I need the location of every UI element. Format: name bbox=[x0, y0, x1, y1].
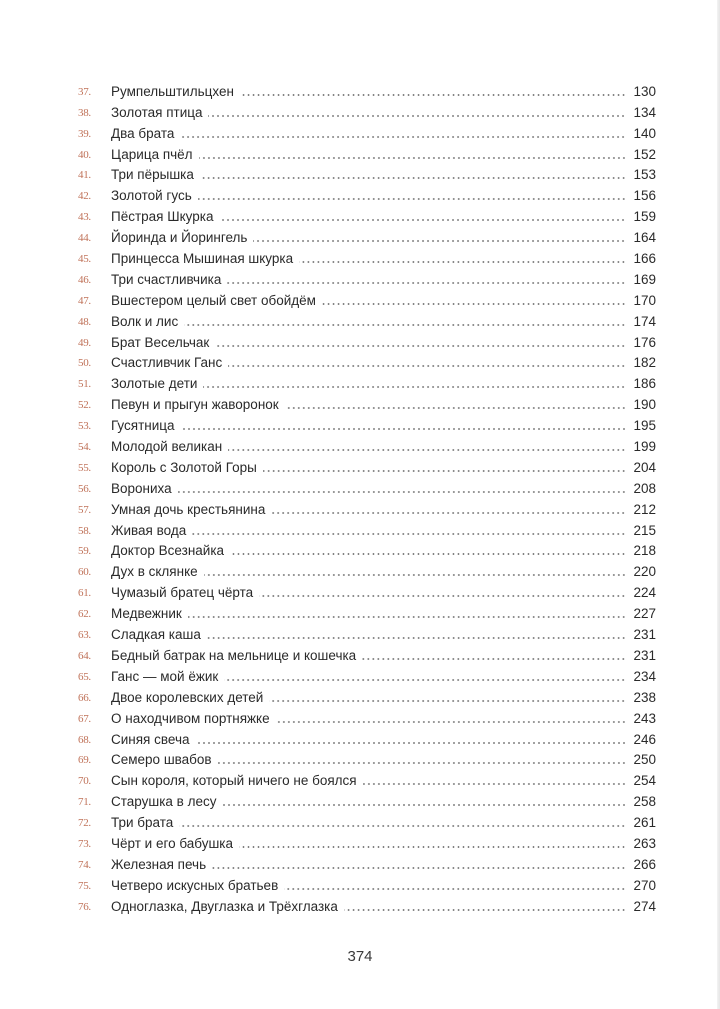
toc-entry-number: 51. bbox=[78, 378, 91, 391]
toc-entry-page: 243 bbox=[633, 710, 656, 726]
toc-entry[interactable] bbox=[78, 455, 656, 476]
dot-leader bbox=[269, 699, 626, 703]
toc-entry-page: 231 bbox=[633, 647, 656, 663]
toc-entry[interactable] bbox=[78, 309, 656, 330]
toc-entry-page: 152 bbox=[633, 146, 656, 162]
toc-entry-number: 71. bbox=[78, 796, 91, 809]
toc-entry[interactable] bbox=[78, 539, 656, 560]
dot-leader bbox=[285, 406, 626, 410]
toc-entry-page: 208 bbox=[633, 480, 656, 496]
toc-entry[interactable] bbox=[78, 225, 656, 246]
toc-entry[interactable] bbox=[78, 121, 656, 142]
toc-entry-number: 55. bbox=[78, 461, 91, 474]
toc-entry[interactable] bbox=[78, 831, 656, 852]
dot-leader bbox=[188, 615, 626, 619]
dot-leader bbox=[180, 135, 626, 139]
toc-entry-page: 270 bbox=[633, 877, 656, 893]
toc-entry-number: 47. bbox=[78, 294, 91, 307]
toc-entry-page: 169 bbox=[633, 271, 656, 287]
toc-entry-title: Принцесса Мышиная шкурка bbox=[111, 251, 294, 267]
toc-entry-page: 182 bbox=[633, 355, 656, 371]
toc-entry-number: 53. bbox=[78, 420, 91, 433]
dot-leader bbox=[218, 761, 626, 765]
toc-entry[interactable] bbox=[78, 204, 656, 225]
toc-entry-page: 199 bbox=[633, 439, 656, 455]
toc-entry-number: 68. bbox=[78, 733, 91, 746]
toc-entry-title: Одноглазка, Двуглазка и Трёхглазка bbox=[111, 898, 338, 914]
toc-entry-title: Счастливчик Ганс bbox=[111, 355, 223, 371]
toc-entry-number: 58. bbox=[78, 524, 91, 537]
toc-entry-page: 231 bbox=[633, 627, 656, 643]
toc-entry-page: 274 bbox=[633, 898, 656, 914]
toc-entry-title: Двое королевских детей bbox=[111, 689, 264, 705]
toc-entry[interactable] bbox=[78, 79, 656, 100]
toc-entry-title: Ворониха bbox=[111, 480, 172, 496]
toc-entry[interactable] bbox=[78, 351, 656, 372]
dot-leader bbox=[230, 552, 626, 556]
toc-entry-number: 62. bbox=[78, 608, 91, 621]
toc-entry-title: Три счастливчика bbox=[111, 271, 222, 287]
dot-leader bbox=[199, 156, 626, 160]
toc-entry-page: 130 bbox=[633, 83, 656, 99]
toc-entry-number: 69. bbox=[78, 754, 91, 767]
dot-leader bbox=[196, 741, 627, 745]
toc-entry-title: Два брата bbox=[111, 125, 175, 141]
toc-entry-number: 57. bbox=[78, 503, 91, 516]
toc-entry-page: 190 bbox=[633, 397, 656, 413]
toc-entry-number: 38. bbox=[78, 106, 91, 119]
toc-entry-page: 134 bbox=[633, 104, 656, 120]
toc-entry-title: Царица пчёл bbox=[111, 146, 193, 162]
toc-entry-number: 56. bbox=[78, 482, 91, 495]
toc-entry-number: 75. bbox=[78, 879, 91, 892]
toc-entry-title: О находчивом портняжке bbox=[111, 710, 270, 726]
toc-entry-number: 66. bbox=[78, 691, 91, 704]
toc-entry-title: Пёстрая Шкурка bbox=[111, 209, 214, 225]
toc-entry[interactable] bbox=[78, 580, 656, 601]
toc-entry[interactable] bbox=[78, 288, 656, 309]
dot-leader bbox=[263, 469, 626, 473]
toc-entry[interactable] bbox=[78, 748, 656, 769]
toc-entry[interactable] bbox=[78, 873, 656, 894]
toc-entry-number: 42. bbox=[78, 190, 91, 203]
dot-leader bbox=[299, 260, 626, 264]
toc-entry-title: Ганс — мой ёжик bbox=[111, 668, 219, 684]
toc-entry-title: Золотая птица bbox=[111, 104, 203, 120]
toc-entry[interactable] bbox=[78, 267, 656, 288]
page-number: 374 bbox=[347, 948, 373, 965]
toc-entry-title: Золотой гусь bbox=[111, 188, 192, 204]
dot-leader bbox=[276, 720, 626, 724]
dot-leader bbox=[203, 385, 626, 389]
dot-leader bbox=[215, 344, 626, 348]
dot-leader bbox=[212, 866, 626, 870]
dot-leader bbox=[224, 678, 626, 682]
dot-leader bbox=[259, 594, 626, 598]
toc-entry-title: Вшестером целый свет обойдём bbox=[111, 292, 316, 308]
toc-entry-title: Бедный батрак на мельнице и кошечка bbox=[111, 647, 357, 663]
toc-entry-title: Живая вода bbox=[111, 522, 187, 538]
toc-entry-title: Йоринда и Йорингель bbox=[111, 230, 248, 246]
toc-entry-number: 52. bbox=[78, 399, 91, 412]
dot-leader bbox=[322, 302, 626, 306]
dot-leader bbox=[178, 490, 626, 494]
toc-entry-number: 45. bbox=[78, 253, 91, 266]
toc-entry-number: 48. bbox=[78, 315, 91, 328]
toc-entry[interactable] bbox=[78, 434, 656, 455]
toc-entry-title: Доктор Всезнайка bbox=[111, 543, 225, 559]
toc-entry-number: 37. bbox=[78, 85, 91, 98]
toc-entry-page: 166 bbox=[633, 251, 656, 267]
toc-entry[interactable] bbox=[78, 497, 656, 518]
toc-entry-title: Три пёрышка bbox=[111, 167, 194, 183]
toc-entry-page: 261 bbox=[633, 815, 656, 831]
toc-entry-title: Железная печь bbox=[111, 856, 207, 872]
toc-entry-title: Чумазый братец чёрта bbox=[111, 585, 254, 601]
dot-leader bbox=[200, 176, 626, 180]
dot-leader bbox=[219, 218, 626, 222]
toc-entry-title: Дух в склянке bbox=[111, 564, 198, 580]
dot-leader bbox=[192, 532, 626, 536]
toc-entry[interactable] bbox=[78, 392, 656, 413]
toc-entry[interactable] bbox=[78, 789, 656, 810]
toc-entry-title: Три брата bbox=[111, 815, 174, 831]
toc-entry-page: 156 bbox=[633, 188, 656, 204]
toc-entry-title: Сын короля, который ничего не боялся bbox=[111, 773, 357, 789]
toc-entry-page: 258 bbox=[633, 794, 656, 810]
dot-leader bbox=[198, 197, 626, 201]
toc-entry-number: 72. bbox=[78, 817, 91, 830]
toc-entry-title: Семеро швабов bbox=[111, 752, 212, 768]
toc-entry-page: 186 bbox=[633, 376, 656, 392]
toc-entry-page: 153 bbox=[633, 167, 656, 183]
toc-entry-number: 49. bbox=[78, 336, 91, 349]
toc-entry-title: Брат Весельчак bbox=[111, 334, 210, 350]
dot-leader bbox=[362, 657, 626, 661]
toc-entry-title: Король с Золотой Горы bbox=[111, 459, 257, 475]
toc-entry-number: 63. bbox=[78, 629, 91, 642]
toc-entry-page: 250 bbox=[633, 752, 656, 768]
toc-entry-number: 65. bbox=[78, 670, 91, 683]
toc-entry-page: 212 bbox=[633, 501, 656, 517]
toc-entry-page: 204 bbox=[633, 459, 656, 475]
toc-entry[interactable] bbox=[78, 518, 656, 539]
toc-entry[interactable] bbox=[78, 413, 656, 434]
toc-entry-page: 220 bbox=[633, 564, 656, 580]
toc-entry-page: 215 bbox=[633, 522, 656, 538]
toc-entry[interactable] bbox=[78, 601, 656, 622]
toc-entry-page: 234 bbox=[633, 668, 656, 684]
toc-entry[interactable] bbox=[78, 768, 656, 789]
dot-leader bbox=[363, 782, 626, 786]
toc-entry-page: 195 bbox=[633, 418, 656, 434]
toc-entry-page: 224 bbox=[633, 585, 656, 601]
toc-entry[interactable] bbox=[78, 163, 656, 184]
toc-entry-title: Медвежник bbox=[111, 606, 182, 622]
dot-leader bbox=[181, 427, 627, 431]
dot-leader bbox=[208, 114, 626, 118]
dot-leader bbox=[179, 824, 626, 828]
toc-entry[interactable] bbox=[78, 330, 656, 351]
toc-entry-number: 67. bbox=[78, 712, 91, 725]
toc-entry[interactable] bbox=[78, 643, 656, 664]
toc-entry-number: 59. bbox=[78, 545, 91, 558]
toc-entry[interactable] bbox=[78, 664, 656, 685]
toc-entry-title: Четверо искусных братьев bbox=[111, 877, 279, 893]
dot-leader bbox=[228, 448, 626, 452]
toc-entry-page: 227 bbox=[633, 606, 656, 622]
toc-entry-number: 74. bbox=[78, 858, 91, 871]
toc-entry-title: Умная дочь крестьянина bbox=[111, 501, 266, 517]
toc-entry-number: 41. bbox=[78, 169, 91, 182]
toc-entry[interactable] bbox=[78, 727, 656, 748]
dot-leader bbox=[207, 636, 626, 640]
toc-entry[interactable] bbox=[78, 706, 656, 727]
toc-entry-title: Певун и прыгун жаворонок bbox=[111, 397, 279, 413]
toc-entry-title: Гусятница bbox=[111, 418, 175, 434]
dot-leader bbox=[184, 323, 626, 327]
dot-leader bbox=[204, 573, 626, 577]
toc-entry[interactable] bbox=[78, 142, 656, 163]
toc-entry-number: 40. bbox=[78, 148, 91, 161]
toc-entry-page: 266 bbox=[633, 856, 656, 872]
toc-entry[interactable] bbox=[78, 810, 656, 831]
toc-entry[interactable] bbox=[78, 371, 656, 392]
dot-leader bbox=[223, 803, 627, 807]
toc-entry-number: 70. bbox=[78, 775, 91, 788]
toc-entry-number: 44. bbox=[78, 232, 91, 245]
toc-entry-number: 61. bbox=[78, 587, 91, 600]
toc-entry-number: 73. bbox=[78, 837, 91, 850]
dot-leader bbox=[253, 239, 626, 243]
toc-entry[interactable] bbox=[78, 559, 656, 580]
dot-leader bbox=[271, 511, 626, 515]
toc-entry[interactable] bbox=[78, 685, 656, 706]
toc-entry-page: 159 bbox=[633, 209, 656, 225]
toc-entry-page: 174 bbox=[633, 313, 656, 329]
dot-leader bbox=[284, 887, 626, 891]
dot-leader bbox=[227, 281, 626, 285]
toc-entry-title: Сладкая каша bbox=[111, 627, 201, 643]
toc-entry-page: 140 bbox=[633, 125, 656, 141]
toc-entry-title: Золотые дети bbox=[111, 376, 198, 392]
toc-entry-page: 246 bbox=[633, 731, 656, 747]
toc-entry-number: 43. bbox=[78, 211, 91, 224]
dot-leader bbox=[240, 93, 626, 97]
toc-entry-page: 254 bbox=[633, 773, 656, 789]
dot-leader bbox=[239, 845, 626, 849]
dot-leader bbox=[344, 908, 626, 912]
toc-entry-number: 39. bbox=[78, 127, 91, 140]
toc-entry-title: Чёрт и его бабушка bbox=[111, 835, 233, 851]
toc-entry-page: 164 bbox=[633, 230, 656, 246]
toc-entry[interactable] bbox=[78, 476, 656, 497]
toc-entry-title: Румпельштильцхен bbox=[111, 83, 234, 99]
toc-entry-number: 76. bbox=[78, 900, 91, 913]
toc-entry[interactable] bbox=[78, 183, 656, 204]
toc-entry[interactable] bbox=[78, 894, 656, 915]
toc-entry-page: 218 bbox=[633, 543, 656, 559]
toc-entry-page: 263 bbox=[633, 835, 656, 851]
toc-entry-page: 170 bbox=[633, 292, 656, 308]
toc-entry-page: 176 bbox=[633, 334, 656, 350]
dot-leader bbox=[228, 364, 626, 368]
toc-entry-title: Синяя свеча bbox=[111, 731, 190, 747]
toc-entry-number: 60. bbox=[78, 566, 91, 579]
toc-entry-number: 64. bbox=[78, 649, 91, 662]
toc-entry[interactable] bbox=[78, 622, 656, 643]
toc-entry-number: 50. bbox=[78, 357, 91, 370]
toc-entry[interactable] bbox=[78, 852, 656, 873]
toc-entry-number: 54. bbox=[78, 441, 91, 454]
toc-entry[interactable] bbox=[78, 100, 656, 121]
toc-entry-page: 238 bbox=[633, 689, 656, 705]
toc-entry-title: Волк и лис bbox=[111, 313, 179, 329]
toc-entry[interactable] bbox=[78, 246, 656, 267]
table-of-contents bbox=[78, 79, 656, 915]
toc-entry-title: Старушка в лесу bbox=[111, 794, 217, 810]
toc-entry-title: Молодой великан bbox=[111, 439, 223, 455]
toc-entry-number: 46. bbox=[78, 273, 91, 286]
